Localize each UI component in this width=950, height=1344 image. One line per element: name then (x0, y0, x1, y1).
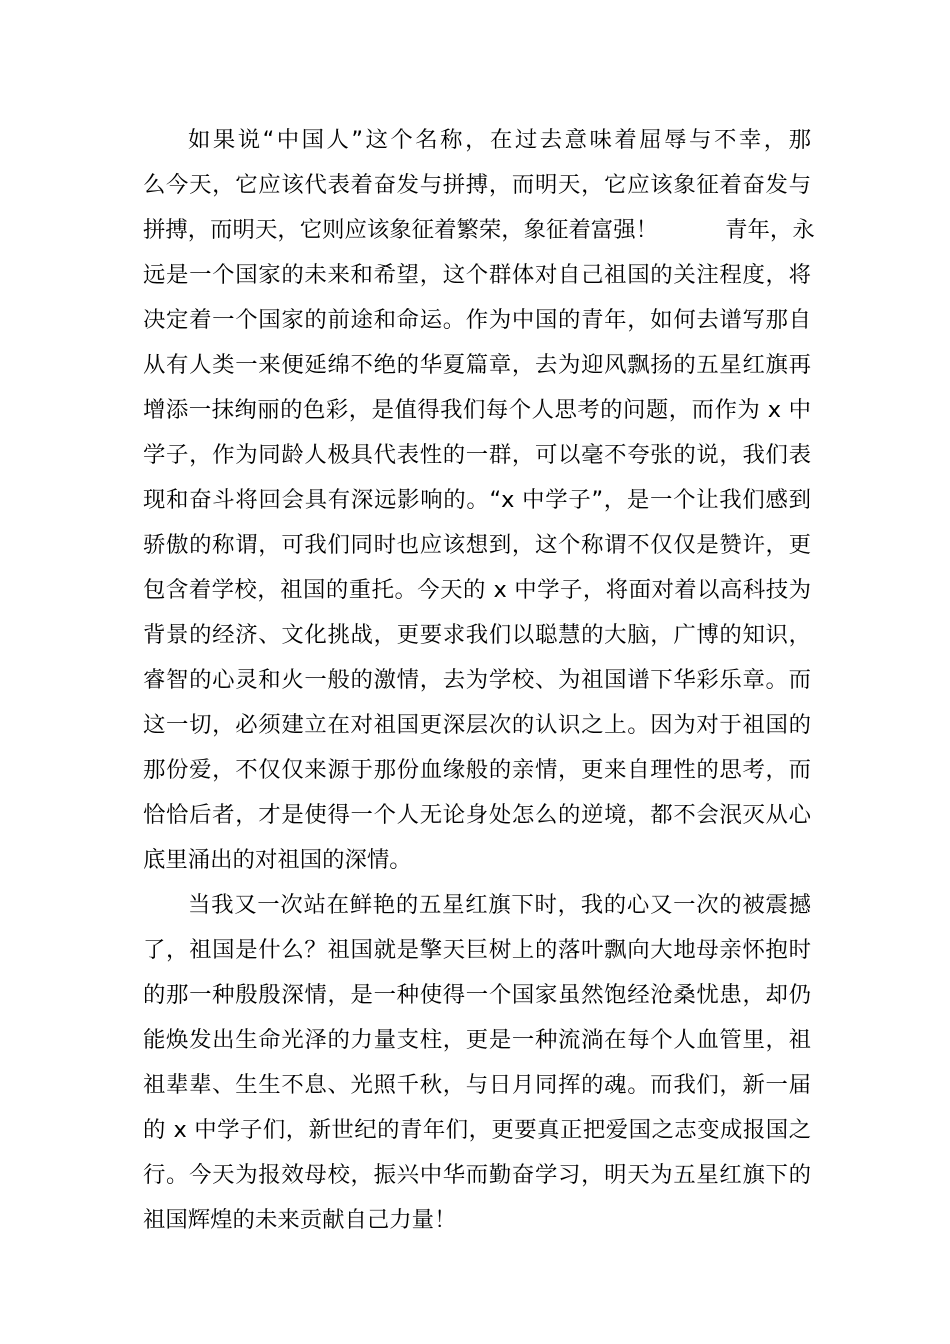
document-page (143, 118, 815, 1243)
text-line: 包含着学校，祖国的重托。今天的 x 中学子，将面对着以高科技为 (143, 577, 811, 603)
text-line: 祖辈辈、生生不息、光照千秋，与日月同挥的魂。而我们，新一届 (143, 1072, 811, 1098)
text-line: 背景的经济、文化挑战，更要求我们以聪慧的大脑，广博的知识， (143, 622, 811, 648)
text-line: 当我又一次站在鲜艳的五星红旗下时，我的心又一次的被震撼 (188, 892, 811, 918)
text-line: 增添一抹绚丽的色彩，是值得我们每个人思考的问题，而作为 x 中 (143, 397, 811, 423)
text-line: 那份爱，不仅仅来源于那份血缘般的亲情，更来自理性的思考，而 (143, 757, 811, 783)
text-line: 如果说“中国人”这个名称，在过去意味着屈辱与不幸，那 (188, 127, 811, 153)
text-line: 祖国辉煌的未来贡献自己力量！ (143, 1207, 457, 1233)
text-line: 能焕发出生命光泽的力量支柱，更是一种流淌在每个人血管里，祖 (143, 1027, 811, 1053)
text-line: 恰恰后者，才是使得一个人无论身处怎么的逆境，都不会泯灭从心 (143, 802, 811, 828)
text-line: 拼搏，而明天，它则应该象征着繁荣，象征着富强！ 青年，永 (143, 217, 815, 243)
paragraph-1 (143, 118, 815, 883)
text-line: 底里涌出的对祖国的深情。 (143, 847, 412, 873)
text-line: 从有人类一来便延绵不绝的华夏篇章，去为迎风飘扬的五星红旗再 (143, 352, 811, 378)
text-line: 的 x 中学子们，新世纪的青年们，更要真正把爱国之志变成报国之 (143, 1117, 811, 1143)
text-line: 行。今天为报效母校，振兴中华而勤奋学习，明天为五星红旗下的 (143, 1162, 811, 1188)
text-line: 了，祖国是什么？祖国就是擎天巨树上的落叶飘向大地母亲怀抱时 (143, 937, 811, 963)
text-line: 学子，作为同龄人极具代表性的一群，可以毫不夸张的说，我们表 (143, 442, 811, 468)
text-line: 骄傲的称谓，可我们同时也应该想到，这个称谓不仅仅是赞许，更 (143, 532, 811, 558)
text-line: 么今天，它应该代表着奋发与拼搏，而明天，它应该象征着奋发与 (143, 172, 811, 198)
paragraph-2 (143, 883, 811, 1243)
text-line: 决定着一个国家的前途和命运。作为中国的青年，如何去谱写那自 (143, 307, 811, 333)
text-line: 的那一种殷殷深情，是一种使得一个国家虽然饱经沧桑忧患，却仍 (143, 982, 811, 1008)
text-line: 睿智的心灵和火一般的激情，去为学校、为祖国谱下华彩乐章。而 (143, 667, 811, 693)
text-line: 远是一个国家的未来和希望，这个群体对自己祖国的关注程度，将 (143, 262, 811, 288)
text-line: 现和奋斗将回会具有深远影响的。“x 中学子”，是一个让我们感到 (143, 487, 811, 513)
text-line: 这一切，必须建立在对祖国更深层次的认识之上。因为对于祖国的 (143, 712, 811, 738)
